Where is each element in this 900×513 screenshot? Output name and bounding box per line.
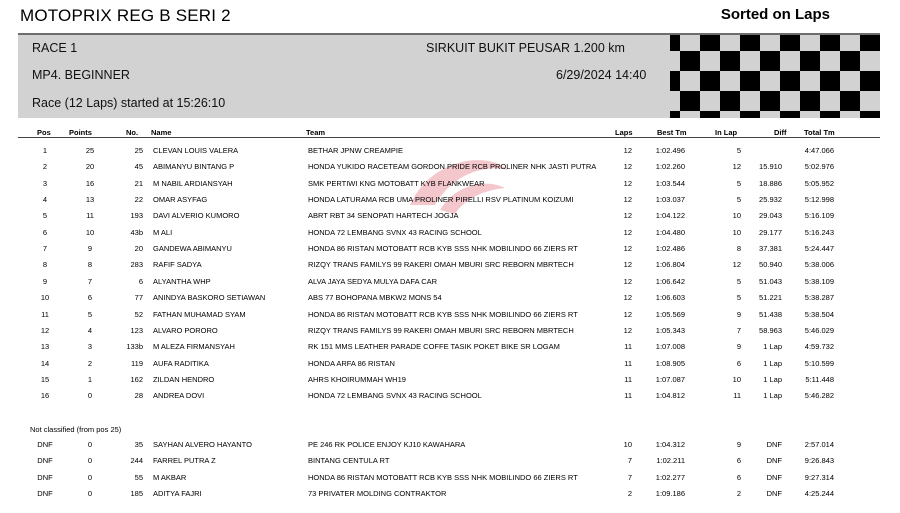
cell-team: RK 151 MMS LEATHER PARADE COFFE TASIK POKET BIKE SR LOGAM [308,342,560,352]
cell-pos: 15 [40,374,50,384]
not-classified-label: Not classified (from pos 25) [30,425,122,434]
cell-team: HONDA ARFA 86 RISTAN [308,358,395,368]
cell-total: 5:05.952 [804,178,834,188]
cell-laps: 12 [623,195,632,205]
cell-points: 0 [87,456,93,466]
cell-laps: 12 [623,162,632,172]
cell-name: M AKBAR [153,472,187,482]
cell-pos: DNF [37,472,53,482]
cell-diff: 51.043 [759,276,782,286]
cell-no: 185 [130,488,143,498]
table-row [0,195,900,207]
flag-square [700,111,720,118]
cell-name: ADITYA FAJRI [153,488,202,498]
header-no: No. [126,128,139,137]
cell-pos: 10 [40,293,50,303]
flag-square [840,51,860,71]
cell-name: M ALEZA FIRMANSYAH [153,342,235,352]
header-team: Team [306,128,326,137]
flag-square [820,35,840,51]
page-title: MOTOPRIX REG B SERI 2 [20,6,231,25]
cell-team: AHRS KHOIRUMMAH WH19 [308,374,406,384]
cell-diff: 58.963 [759,325,782,335]
cell-team: SMK PERTIWI KNG MOTOBATT KYB FLANKWEAR [308,178,485,188]
cell-name: FARREL PUTRA Z [153,456,216,466]
cell-laps: 12 [623,309,632,319]
cell-no: 6 [138,276,143,286]
flag-square [860,71,880,91]
cell-no: 28 [134,391,143,401]
cell-no: 55 [134,472,143,482]
cell-total: 4:59.732 [804,342,834,352]
cell-best: 1:03.544 [655,178,685,188]
cell-best: 1:07.008 [655,342,685,352]
cell-best: 1:06.804 [655,260,685,270]
table-row [0,310,900,322]
cell-total: 5:46.282 [804,391,834,401]
header-total-tm: Total Tm [804,128,835,137]
cell-pos: 14 [40,358,50,368]
cell-laps: 12 [623,325,632,335]
cell-team: ABS 77 BOHOPANA MBKW2 MONS 54 [308,293,442,303]
flag-square [780,35,800,51]
cell-points: 0 [87,440,93,449]
flag-square [700,35,720,51]
table-row [0,473,900,485]
cell-name: ALYANTHA WHP [153,276,211,286]
cell-laps: 7 [627,472,632,482]
cell-team: 73 PRIVATER MOLDING CONTRAKTOR [308,488,447,498]
flag-square [670,35,680,51]
table-row [0,440,900,452]
table-row [0,359,900,371]
cell-pos: 16 [40,391,50,401]
table-row [0,277,900,289]
cell-name: AUFA RADITIKA [153,358,209,368]
header-points: Points [69,128,92,137]
cell-in-lap: 5 [736,293,741,303]
cell-pos: 5 [42,211,48,221]
flag-square [700,71,720,91]
cell-name: DAVI ALVERIO KUMORO [153,211,240,221]
cell-team: HONDA 86 RISTAN MOTOBATT RCB KYB SSS NHK MOBILINDO 66 ZIERS RT [308,309,578,319]
cell-diff: 51.438 [759,309,782,319]
cell-team: HONDA 86 RISTAN MOTOBATT RCB KYB SSS NHK MOBILINDO 66 ZIERS RT [308,472,578,482]
cell-in-lap: 11 [733,391,741,401]
cell-no: 119 [131,358,143,368]
cell-points: 7 [87,276,93,286]
cell-pos: 11 [41,309,49,319]
cell-no: 22 [134,195,143,205]
cell-best: 1:07.087 [655,374,685,384]
flag-square [800,51,820,71]
cell-diff: 29.177 [759,227,782,237]
cell-total: 9:27.314 [804,472,834,482]
cell-in-lap: 7 [736,325,741,335]
cell-diff: 15.910 [759,162,782,172]
cell-name: ZILDAN HENDRO [153,374,215,384]
cell-pos: 3 [42,178,48,188]
table-row [0,260,900,272]
cell-in-lap: 12 [732,260,741,270]
cell-no: 52 [134,309,143,319]
cell-points: 4 [87,325,93,335]
cell-laps: 7 [627,456,632,466]
cell-diff: 29.043 [759,211,782,221]
cell-team: HONDA LATURAMA RCB UMA PROLINER PIRELLI RSV PLATINUM KOIZUMI [308,195,574,205]
cell-name: ANDREA DOVI [153,391,205,401]
cell-team: RIZQY TRANS FAMILYS 99 RAKERI OMAH MBURI SRC REBORN MBRTECH [308,325,574,335]
cell-points: 2 [87,358,93,368]
cell-no: 283 [130,260,143,270]
cell-laps: 12 [623,260,632,270]
cell-points: 8 [87,260,93,270]
cell-name: M NABIL ARDIANSYAH [153,178,233,188]
cell-no: 35 [134,440,143,449]
table-row [0,489,900,501]
flag-square [760,51,780,71]
cell-in-lap: 9 [736,440,741,449]
flag-square [740,111,760,118]
cell-points: 0 [87,391,93,401]
table-row [0,211,900,223]
sort-label: Sorted on Laps [720,6,830,23]
header-in-lap: In Lap [715,128,738,137]
cell-points: 1 [87,374,93,384]
cell-in-lap: 6 [736,472,741,482]
cell-laps: 12 [623,244,632,254]
flag-square [780,111,800,118]
cell-in-lap: 5 [736,195,741,205]
cell-pos: 1 [42,146,48,155]
cell-total: 2:57.014 [804,440,834,449]
cell-diff: 1 Lap [763,358,782,368]
cell-points: 16 [85,178,95,188]
cell-points: 0 [87,488,93,498]
cell-diff: DNF [766,456,782,466]
cell-in-lap: 5 [736,146,741,155]
cell-points: 10 [85,227,95,237]
flag-square [670,111,680,118]
table-row [0,293,900,305]
cell-best: 1:05.343 [655,325,685,335]
cell-in-lap: 9 [736,309,741,319]
cell-diff: DNF [766,488,782,498]
flag-square [780,71,800,91]
table-row [0,326,900,338]
flag-square [680,51,700,71]
cell-name: SAYHAN ALVERO HAYANTO [153,440,252,449]
cell-pos: DNF [37,456,53,466]
cell-points: 6 [87,293,93,303]
cell-name: ALVARO PORORO [153,325,218,335]
cell-best: 1:04.480 [655,227,685,237]
table-row [0,342,900,354]
cell-team: ABRT RBT 34 SENOPATI HARTECH JOGJA [308,211,459,221]
cell-pos: DNF [37,488,53,498]
cell-best: 1:04.122 [655,211,685,221]
cell-best: 1:02.486 [655,244,685,254]
cell-team: RIZQY TRANS FAMILYS 99 RAKERI OMAH MBURI SRC REBORN MBRTECH [308,260,574,270]
flag-square [840,91,860,111]
table-row [0,179,900,191]
cell-best: 1:02.260 [655,162,685,172]
cell-team: PE 246 RK POLICE ENJOY KJ10 KAWAHARA [308,440,466,449]
cell-laps: 12 [623,211,632,221]
cell-in-lap: 8 [736,244,741,254]
cell-best: 1:06.603 [655,293,685,303]
cell-name: ANINDYA BASKORO SETIAWAN [153,293,266,303]
flag-square [720,51,740,71]
cell-name: CLEVAN LOUIS VALERA [153,146,239,155]
cell-laps: 12 [623,178,632,188]
cell-total: 5:24.447 [804,244,834,254]
header-name: Name [151,128,172,137]
cell-team: HONDA YUKIDO RACETEAM GORDON PRIDE RCB PROLINER NHK JASTI PUTRA [308,162,597,172]
cell-laps: 12 [623,227,632,237]
cell-total: 5:16.109 [804,211,834,221]
cell-no: 123 [130,325,143,335]
cell-total: 5:02.976 [804,162,834,172]
cell-laps: 12 [623,293,632,303]
cell-pos: DNF [37,440,53,449]
cell-total: 5:38.287 [804,293,834,303]
cell-laps: 12 [623,146,632,155]
cell-no: 21 [134,178,143,188]
cell-diff: DNF [766,472,782,482]
cell-in-lap: 2 [736,488,741,498]
cell-team: HONDA 72 LEMBANG SVNX 43 RACING SCHOOL [308,391,482,401]
cell-total: 5:10.599 [804,358,834,368]
cell-total: 5:16.243 [804,227,834,237]
table-row [0,162,900,174]
header-divider [18,137,880,138]
cell-in-lap: 5 [736,178,741,188]
table-row [0,391,900,403]
checkered-flag-icon [670,35,880,118]
cell-in-lap: 12 [732,162,741,172]
cell-total: 4:47.066 [804,146,834,155]
cell-best: 1:04.312 [655,440,685,449]
cell-in-lap: 5 [736,276,741,286]
cell-diff: 18.886 [759,178,782,188]
cell-diff: 37.381 [759,244,782,254]
cell-name: FATHAN MUHAMAD SYAM [153,309,246,319]
cell-in-lap: 10 [732,211,741,221]
cell-laps: 11 [624,374,632,384]
flag-square [680,91,700,111]
cell-no: 193 [130,211,143,221]
cell-total: 5:11.448 [805,374,834,384]
cell-diff: 50.940 [759,260,782,270]
cell-pos: 2 [42,162,48,172]
table-row [0,146,900,158]
cell-best: 1:06.642 [655,276,685,286]
class-label: MP4. BEGINNER [32,68,130,82]
cell-best: 1:05.569 [655,309,685,319]
cell-diff: 1 Lap [763,391,782,401]
cell-laps: 11 [624,358,632,368]
race-info-label: Race (12 Laps) started at 15:26:10 [32,96,226,110]
flag-square [720,91,740,111]
cell-best: 1:02.277 [655,472,685,482]
cell-no: 25 [134,146,143,155]
race-label: RACE 1 [32,41,78,55]
cell-points: 20 [85,162,95,172]
cell-pos: 7 [42,244,48,254]
cell-pos: 6 [42,227,48,237]
cell-no: 43b [130,227,143,237]
cell-points: 9 [87,244,93,254]
circuit-label: SIRKUIT BUKIT PEUSAR 1.200 km [426,41,625,55]
cell-team: BINTANG CENTULA RT [308,456,390,466]
cell-points: 5 [87,309,93,319]
cell-diff: 1 Lap [763,374,782,384]
cell-total: 5:12.998 [804,195,834,205]
cell-best: 1:08.905 [655,358,685,368]
cell-best: 1:09.186 [655,488,685,498]
table-row [0,244,900,256]
header-best-tm: Best Tm [657,128,687,137]
cell-in-lap: 6 [736,358,741,368]
cell-pos: 8 [42,260,48,270]
table-row [0,228,900,240]
cell-no: 77 [134,293,143,303]
flag-square [800,91,820,111]
cell-total: 5:38.109 [804,276,834,286]
cell-in-lap: 9 [736,342,741,352]
cell-in-lap: 6 [736,456,741,466]
cell-total: 9:26.843 [804,456,834,466]
cell-total: 5:46.029 [804,325,834,335]
cell-name: ABIMANYU BINTANG P [153,162,235,172]
cell-laps: 12 [623,276,632,286]
race-banner [18,33,880,118]
cell-pos: 9 [42,276,48,286]
cell-team: BETHAR JPNW CREAMPIE [308,146,404,155]
flag-square [820,71,840,91]
cell-team: ALVA JAYA SEDYA MULYA DAFA CAR [308,276,438,286]
cell-no: 244 [130,456,143,466]
cell-laps: 11 [624,342,632,352]
cell-diff: 25.932 [759,195,782,205]
cell-diff: DNF [766,440,782,449]
header-laps: Laps [615,128,633,137]
cell-in-lap: 10 [732,227,741,237]
flag-square [740,35,760,51]
cell-points: 0 [87,472,93,482]
cell-pos: 4 [42,195,48,205]
cell-no: 162 [130,374,143,384]
cell-name: RAFIF SADYA [153,260,202,270]
cell-points: 3 [87,342,93,352]
flag-square [760,91,780,111]
header-diff: Diff [774,128,787,137]
cell-laps: 11 [624,391,632,401]
cell-name: OMAR ASYFAG [153,195,208,205]
cell-points: 11 [86,211,94,221]
cell-laps: 2 [627,488,632,498]
cell-total: 5:38.006 [804,260,834,270]
cell-pos: 13 [40,342,50,352]
date-time-label: 6/29/2024 14:40 [556,68,647,82]
cell-laps: 10 [623,440,632,449]
flag-square [860,35,880,51]
cell-diff: 1 Lap [763,342,782,352]
cell-no: 133b [126,342,143,352]
cell-pos: 12 [40,325,50,335]
cell-best: 1:02.496 [655,146,685,155]
cell-total: 5:38.504 [804,309,834,319]
header-pos: Pos [37,128,51,137]
cell-name: GANDEWA ABIMANYU [153,244,232,254]
cell-team: HONDA 72 LEMBANG SVNX 43 RACING SCHOOL [308,227,482,237]
flag-square [740,71,760,91]
cell-in-lap: 10 [732,374,741,384]
cell-total: 4:25.244 [804,488,834,498]
cell-diff: 51.221 [759,293,782,303]
cell-name: M ALI [153,227,173,237]
flag-square [820,111,840,118]
table-row [0,375,900,387]
flag-square [670,71,680,91]
cell-points: 25 [85,146,95,155]
cell-no: 20 [134,244,143,254]
cell-team: HONDA 86 RISTAN MOTOBATT RCB KYB SSS NHK MOBILINDO 66 ZIERS RT [308,244,578,254]
flag-square [860,111,880,118]
cell-best: 1:04.812 [655,391,685,401]
cell-best: 1:02.211 [656,456,685,466]
cell-no: 45 [134,162,143,172]
cell-best: 1:03.037 [655,195,685,205]
table-row [0,456,900,468]
cell-points: 13 [85,195,95,205]
